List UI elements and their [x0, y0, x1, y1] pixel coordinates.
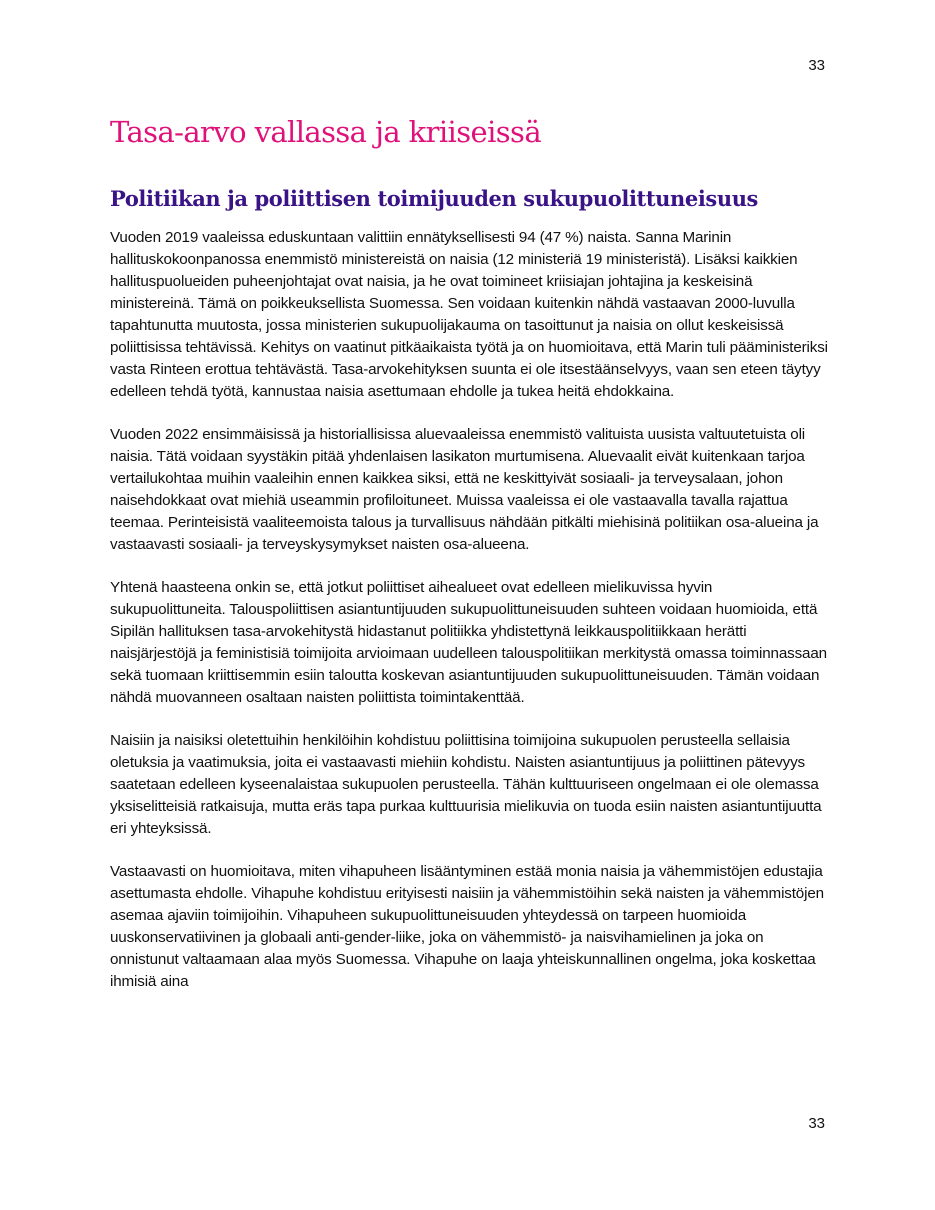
- paragraph: Vastaavasti on huomioitava, miten vihapuheen lisääntyminen estää monia naisia ja vähemmistöjen edustajia asettumasta ehdolle. Vihapuhe kohdistuu erityisesti naisiin ja vähemmistöihin sekä naisten ja vähemmistöjen asemaa ajaviin toimijoihin. Vihapuheen sukupuolittuneisuuden yhteydessä on tarpeen huomioida uuskonservatiivinen ja globaali anti-gender-liike, joka on vähemmistö- ja naisvihamielinen ja joka on onnistunut valtaamaan alaa myös Suomessa. Vihapuhe on laaja yhteiskunnallinen ongelma, joka koskettaa ihmisiä aina: [110, 863, 824, 990]
- paragraph: Naisiin ja naisiksi oletettuihin henkilöihin kohdistuu poliittisina toimijoina sukupuolen perusteella sellaisia oletuksia ja vaatimuksia, joita ei vastaavasti miehiin kohdistu. Naisten asiantuntijuus ja poliittinen pätevyys saatetaan edelleen kyseenalaistaa sukupuolen perusteella. Tähän kulttuuriseen ongelmaan ei ole olemassa yksiselitteisiä ratkaisuja, mutta eräs tapa purkaa kulttuurisia mielikuvia on tuoda esiin naisten asiantuntijuutta eri yhteyksissä.: [110, 732, 822, 837]
- page-content: [110, 113, 828, 1014]
- paragraph: Yhtenä haasteena onkin se, että jotkut poliittiset aihealueet ovat edelleen mielikuvissa hyvin sukupuolittuneita. Talouspoliittisen asiantuntijuuden sukupuolittuneisuuden suhteen voidaan huomioida, että Sipilän hallituksen tasa-arvokehitystä hidastanut politiikka yhdistettynä leikkauspolitiikkaan herätti naisjärjestöjä ja feministisiä toimijoita arvioimaan uudelleen talouspolitiikan merkitystä omassa toiminnassaan sekä tuomaan kriittisemmin esiin taloutta koskevan asiantuntijuuden sukupuolittuneisuuden. Tämän voidaan nähdä muovanneen osaltaan naisten poliittista toimintakenttää.: [110, 579, 827, 706]
- section-subtitle: Politiikan ja poliittisen toimijuuden sukupuolittuneisuus: [110, 186, 758, 211]
- paragraph: Vuoden 2022 ensimmäisissä ja historiallisissa aluevaaleissa enemmistö valituista uusista valtuutetuista oli naisia. Tätä voidaan syystäkin pitää yhdenlaisen lasikaton murtumisena. Aluevaalit eivät kuitenkaan tarjoa vertailukohtaa muihin vaaleihin ennen kaikkea siksi, että ne keskittyivät sosiaali- ja terveysalaan, johon naisehdokkaat ovat miehiä useammin profiloituneet. Muissa vaaleissa ei ole vastaavalla tavalla rajattua teemaa. Perinteisistä vaaliteemoista talous ja turvallisuus nähdään pitkälti miehisinä politiikan osa-alueina ja vastaavasti sosiaali- ja terveyskysymykset naisten osa-alueena.: [110, 426, 819, 553]
- paragraph: Vuoden 2019 vaaleissa eduskuntaan valittiin ennätyksellisesti 94 (47 %) naista. Sanna Marinin hallituskokoonpanossa enemmistö ministereistä on naisia (12 ministeriä 19 ministeristä). Lisäksi kaikkien hallituspuolueiden puheenjohtajat ovat naisia, ja he ovat toimineet kriisiajan johtajina ja keskeisinä ministereinä. Tämä on poikkeuksellista Suomessa. Sen voidaan kuitenkin nähdä vastaavan 2000-luvulla tapahtunutta muutosta, jossa ministerien sukupuolijakauma on tasoittunut ja naisia on ollut keskeisissä poliittisissa tehtävissä. Kehitys on vaatinut pitkäaikaista työtä ja on huomioitava, että Marin tuli pääministeriksi vasta Rinteen erottua tehtävästä. Tasa-arvokehityksen suunta ei ole itsestäänselvyys, vaan sen eteen täytyy edelleen tehdä työtä, kannustaa naisia asettumaan ehdolle ja tukea heitä ehdokkaina.: [110, 229, 828, 400]
- page-number-bottom: 33: [808, 1115, 825, 1132]
- body-text: [110, 227, 828, 993]
- section-title: Tasa-arvo vallassa ja kriiseissä: [110, 115, 542, 149]
- page-number-top: 33: [808, 57, 825, 74]
